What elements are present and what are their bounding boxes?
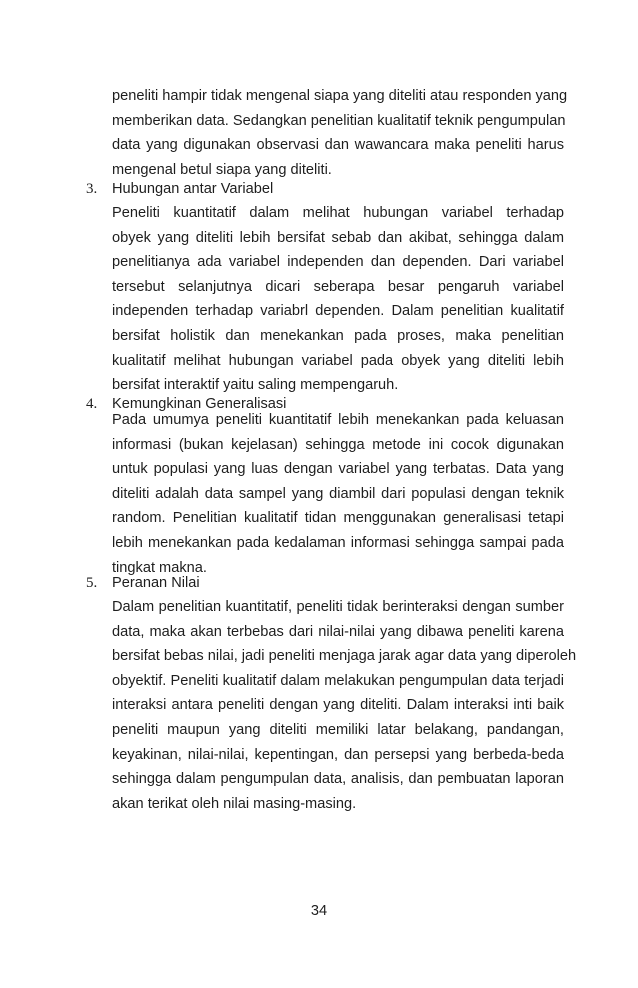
paragraph-line: obyek yang diteliti lebih bersifat sebab dan akibat, sehingga dalam — [112, 229, 564, 246]
paragraph-line: obyektif. Peneliti kualitatif dalam melakukan pengumpulan data terjadi — [112, 672, 564, 689]
paragraph-line: diteliti adalah data sampel yang diambil dari populasi dengan teknik — [112, 485, 564, 502]
paragraph-line: bersifat holistik dan menekankan pada proses, maka penelitian — [112, 327, 564, 344]
section-heading-3 — [86, 177, 273, 201]
paragraph-line: memberikan data. Sedangkan penelitian kualitatif teknik pengumpulan — [112, 112, 566, 129]
paragraph-line: data, maka akan terbebas dari nilai-nilai yang dibawa peneliti karena — [112, 623, 564, 640]
section-number: 4. — [86, 396, 98, 412]
paragraph-line: kualitatif melihat hubungan variabel pada obyek yang diteliti lebih — [112, 352, 564, 369]
section-paragraph-4 — [112, 408, 564, 580]
paragraph-line: peneliti maupun yang diteliti memiliki latar belakang, pandangan, — [112, 721, 564, 738]
paragraph-line: lebih menekankan pada kedalaman informasi sehingga sampai pada — [112, 534, 564, 551]
page-number: 34 — [310, 903, 328, 919]
paragraph-line: bersifat bebas nilai, jadi peneliti menjaga jarak agar data yang diperoleh — [112, 648, 577, 665]
paragraph-line: untuk populasi yang luas dengan variabel yang terbatas. Data yang — [112, 461, 564, 478]
paragraph-line: akan terikat oleh nilai masing-masing. — [112, 795, 357, 812]
paragraph-line: mengenal betul siapa yang diteliti. — [112, 161, 332, 178]
section-heading-5 — [86, 571, 200, 595]
paragraph-line: Peneliti kuantitatif dalam melihat hubungan variabel terhadap — [112, 205, 564, 221]
paragraph-line: data yang digunakan observasi dan wawancara maka peneliti harus — [112, 137, 564, 154]
section-number: 5. — [86, 575, 98, 591]
section-paragraph-3 — [112, 201, 564, 398]
section-title: Kemungkinan Generalisasi — [112, 396, 287, 412]
paragraph-line: penelitianya ada variabel independen dan dependen. Dari variabel — [112, 254, 564, 271]
paragraph-line: Dalam penelitian kuantitatif, peneliti tidak berinteraksi dengan sumber — [112, 599, 564, 615]
paragraph-line: random. Penelitian kualitatif tidan menggunakan generalisasi tetapi — [112, 510, 564, 527]
paragraph-line: bersifat interaktif yaitu saling mempengaruh. — [112, 377, 399, 394]
section-number: 3. — [86, 181, 98, 197]
paragraph-line: tersebut selanjutnya dicari seberapa besar pengaruh variabel — [112, 278, 564, 295]
paragraph-line: sehingga dalam pengumpulan data, analisis, dan pembuatan laporan — [112, 771, 564, 788]
intro-paragraph — [112, 84, 568, 182]
paragraph-line: interaksi antara peneliti dengan yang diteliti. Dalam interaksi inti baik — [112, 697, 564, 714]
section-paragraph-5 — [112, 595, 577, 816]
paragraph-line: peneliti hampir tidak mengenal siapa yang diteliti atau responden yang — [112, 88, 568, 104]
paragraph-line: independen terhadap variabrl dependen. Dalam penelitian kualitatif — [112, 303, 564, 320]
paragraph-line: informasi (bukan kejelasan) sehingga metode ini cocok digunakan — [112, 436, 564, 453]
paragraph-line: keyakinan, nilai-nilai, kepentingan, dan persepsi yang berbeda-beda — [112, 746, 564, 763]
paragraph-line: Pada umumya peneliti kuantitatif lebih menekankan pada keluasan — [112, 412, 564, 428]
section-title: Peranan Nilai — [112, 575, 200, 591]
paragraph-line: tingkat makna. — [112, 559, 207, 576]
section-title: Hubungan antar Variabel — [112, 181, 274, 197]
